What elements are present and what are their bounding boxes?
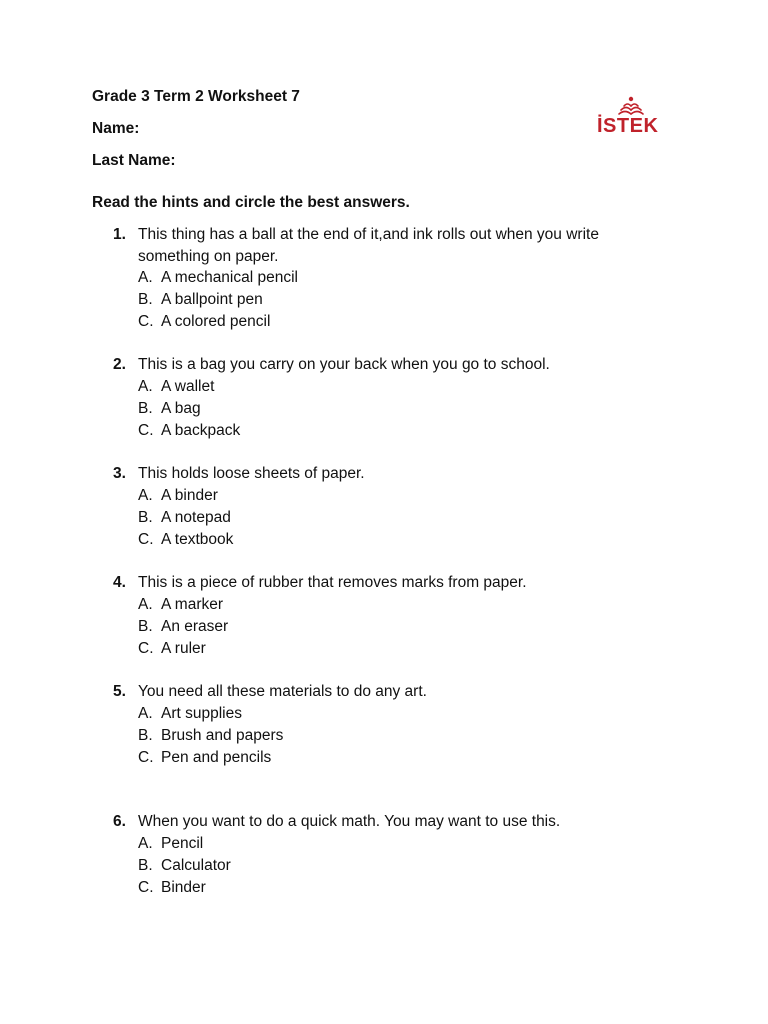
- question-number: 4.: [113, 574, 126, 591]
- logo-book-icon: [597, 95, 667, 117]
- option-text: A marker: [161, 596, 224, 613]
- worksheet-title: Grade 3 Term 2 Worksheet 7: [92, 88, 300, 105]
- option-a[interactable]: [138, 267, 298, 289]
- name-label: Name:: [92, 120, 140, 137]
- option-text: Pen and pencils: [161, 749, 272, 766]
- option-letter: B.: [138, 727, 153, 744]
- question-number: 2.: [113, 356, 126, 373]
- option-letter: C.: [138, 879, 154, 896]
- option-text: An eraser: [161, 618, 229, 635]
- option-text: A binder: [161, 487, 218, 504]
- option-c[interactable]: [138, 638, 206, 660]
- option-c[interactable]: [138, 529, 233, 551]
- option-b[interactable]: [138, 398, 201, 420]
- option-text: A wallet: [161, 378, 215, 395]
- option-a[interactable]: [138, 594, 223, 616]
- question-text: This is a bag you carry on your back when you go to school.: [138, 356, 550, 373]
- last-name-label: Last Name:: [92, 152, 176, 169]
- option-letter: C.: [138, 422, 154, 439]
- option-text: A notepad: [161, 509, 231, 526]
- option-letter: A.: [138, 596, 153, 613]
- option-text: Binder: [161, 879, 206, 896]
- option-b[interactable]: [138, 616, 228, 638]
- option-letter: C.: [138, 313, 154, 330]
- question-text: This thing has a ball at the end of it,and ink rolls out when you write something on paper.: [138, 226, 599, 265]
- option-text: A mechanical pencil: [161, 269, 298, 286]
- option-c[interactable]: [138, 311, 270, 333]
- option-c[interactable]: [138, 420, 240, 442]
- question-number: 5.: [113, 683, 126, 700]
- question-text: When you want to do a quick math. You may want to use this.: [138, 813, 561, 830]
- question-text: You need all these materials to do any art.: [138, 683, 427, 700]
- option-letter: B.: [138, 509, 153, 526]
- option-text: Pencil: [161, 835, 204, 852]
- option-text: A backpack: [161, 422, 241, 439]
- option-b[interactable]: [138, 855, 231, 877]
- option-letter: B.: [138, 618, 153, 635]
- option-a[interactable]: [138, 376, 214, 398]
- option-letter: B.: [138, 400, 153, 417]
- option-letter: A.: [138, 269, 153, 286]
- option-text: A colored pencil: [161, 313, 271, 330]
- istek-logo: [597, 95, 667, 147]
- logo-text: İSTEK: [597, 115, 659, 137]
- question-number: 6.: [113, 813, 126, 830]
- option-letter: C.: [138, 749, 154, 766]
- option-b[interactable]: [138, 725, 283, 747]
- instructions: Read the hints and circle the best answers.: [92, 194, 410, 211]
- option-letter: A.: [138, 487, 153, 504]
- option-a[interactable]: [138, 703, 242, 725]
- option-letter: A.: [138, 378, 153, 395]
- option-letter: C.: [138, 640, 154, 657]
- option-letter: B.: [138, 857, 153, 874]
- option-text: A ballpoint pen: [161, 291, 263, 308]
- option-b[interactable]: [138, 507, 231, 529]
- question-text: This is a piece of rubber that removes marks from paper.: [138, 574, 527, 591]
- question-number: 1.: [113, 226, 126, 243]
- option-text: A textbook: [161, 531, 234, 548]
- option-text: Art supplies: [161, 705, 242, 722]
- option-letter: B.: [138, 291, 153, 308]
- question-text: This holds loose sheets of paper.: [138, 465, 365, 482]
- option-text: A ruler: [161, 640, 206, 657]
- option-a[interactable]: [138, 485, 218, 507]
- option-c[interactable]: [138, 877, 206, 899]
- option-text: Brush and papers: [161, 727, 284, 744]
- option-b[interactable]: [138, 289, 263, 311]
- option-a[interactable]: [138, 833, 203, 855]
- option-c[interactable]: [138, 747, 271, 769]
- option-letter: C.: [138, 531, 154, 548]
- question-number: 3.: [113, 465, 126, 482]
- option-text: A bag: [161, 400, 201, 417]
- option-letter: A.: [138, 835, 153, 852]
- option-text: Calculator: [161, 857, 231, 874]
- option-letter: A.: [138, 705, 153, 722]
